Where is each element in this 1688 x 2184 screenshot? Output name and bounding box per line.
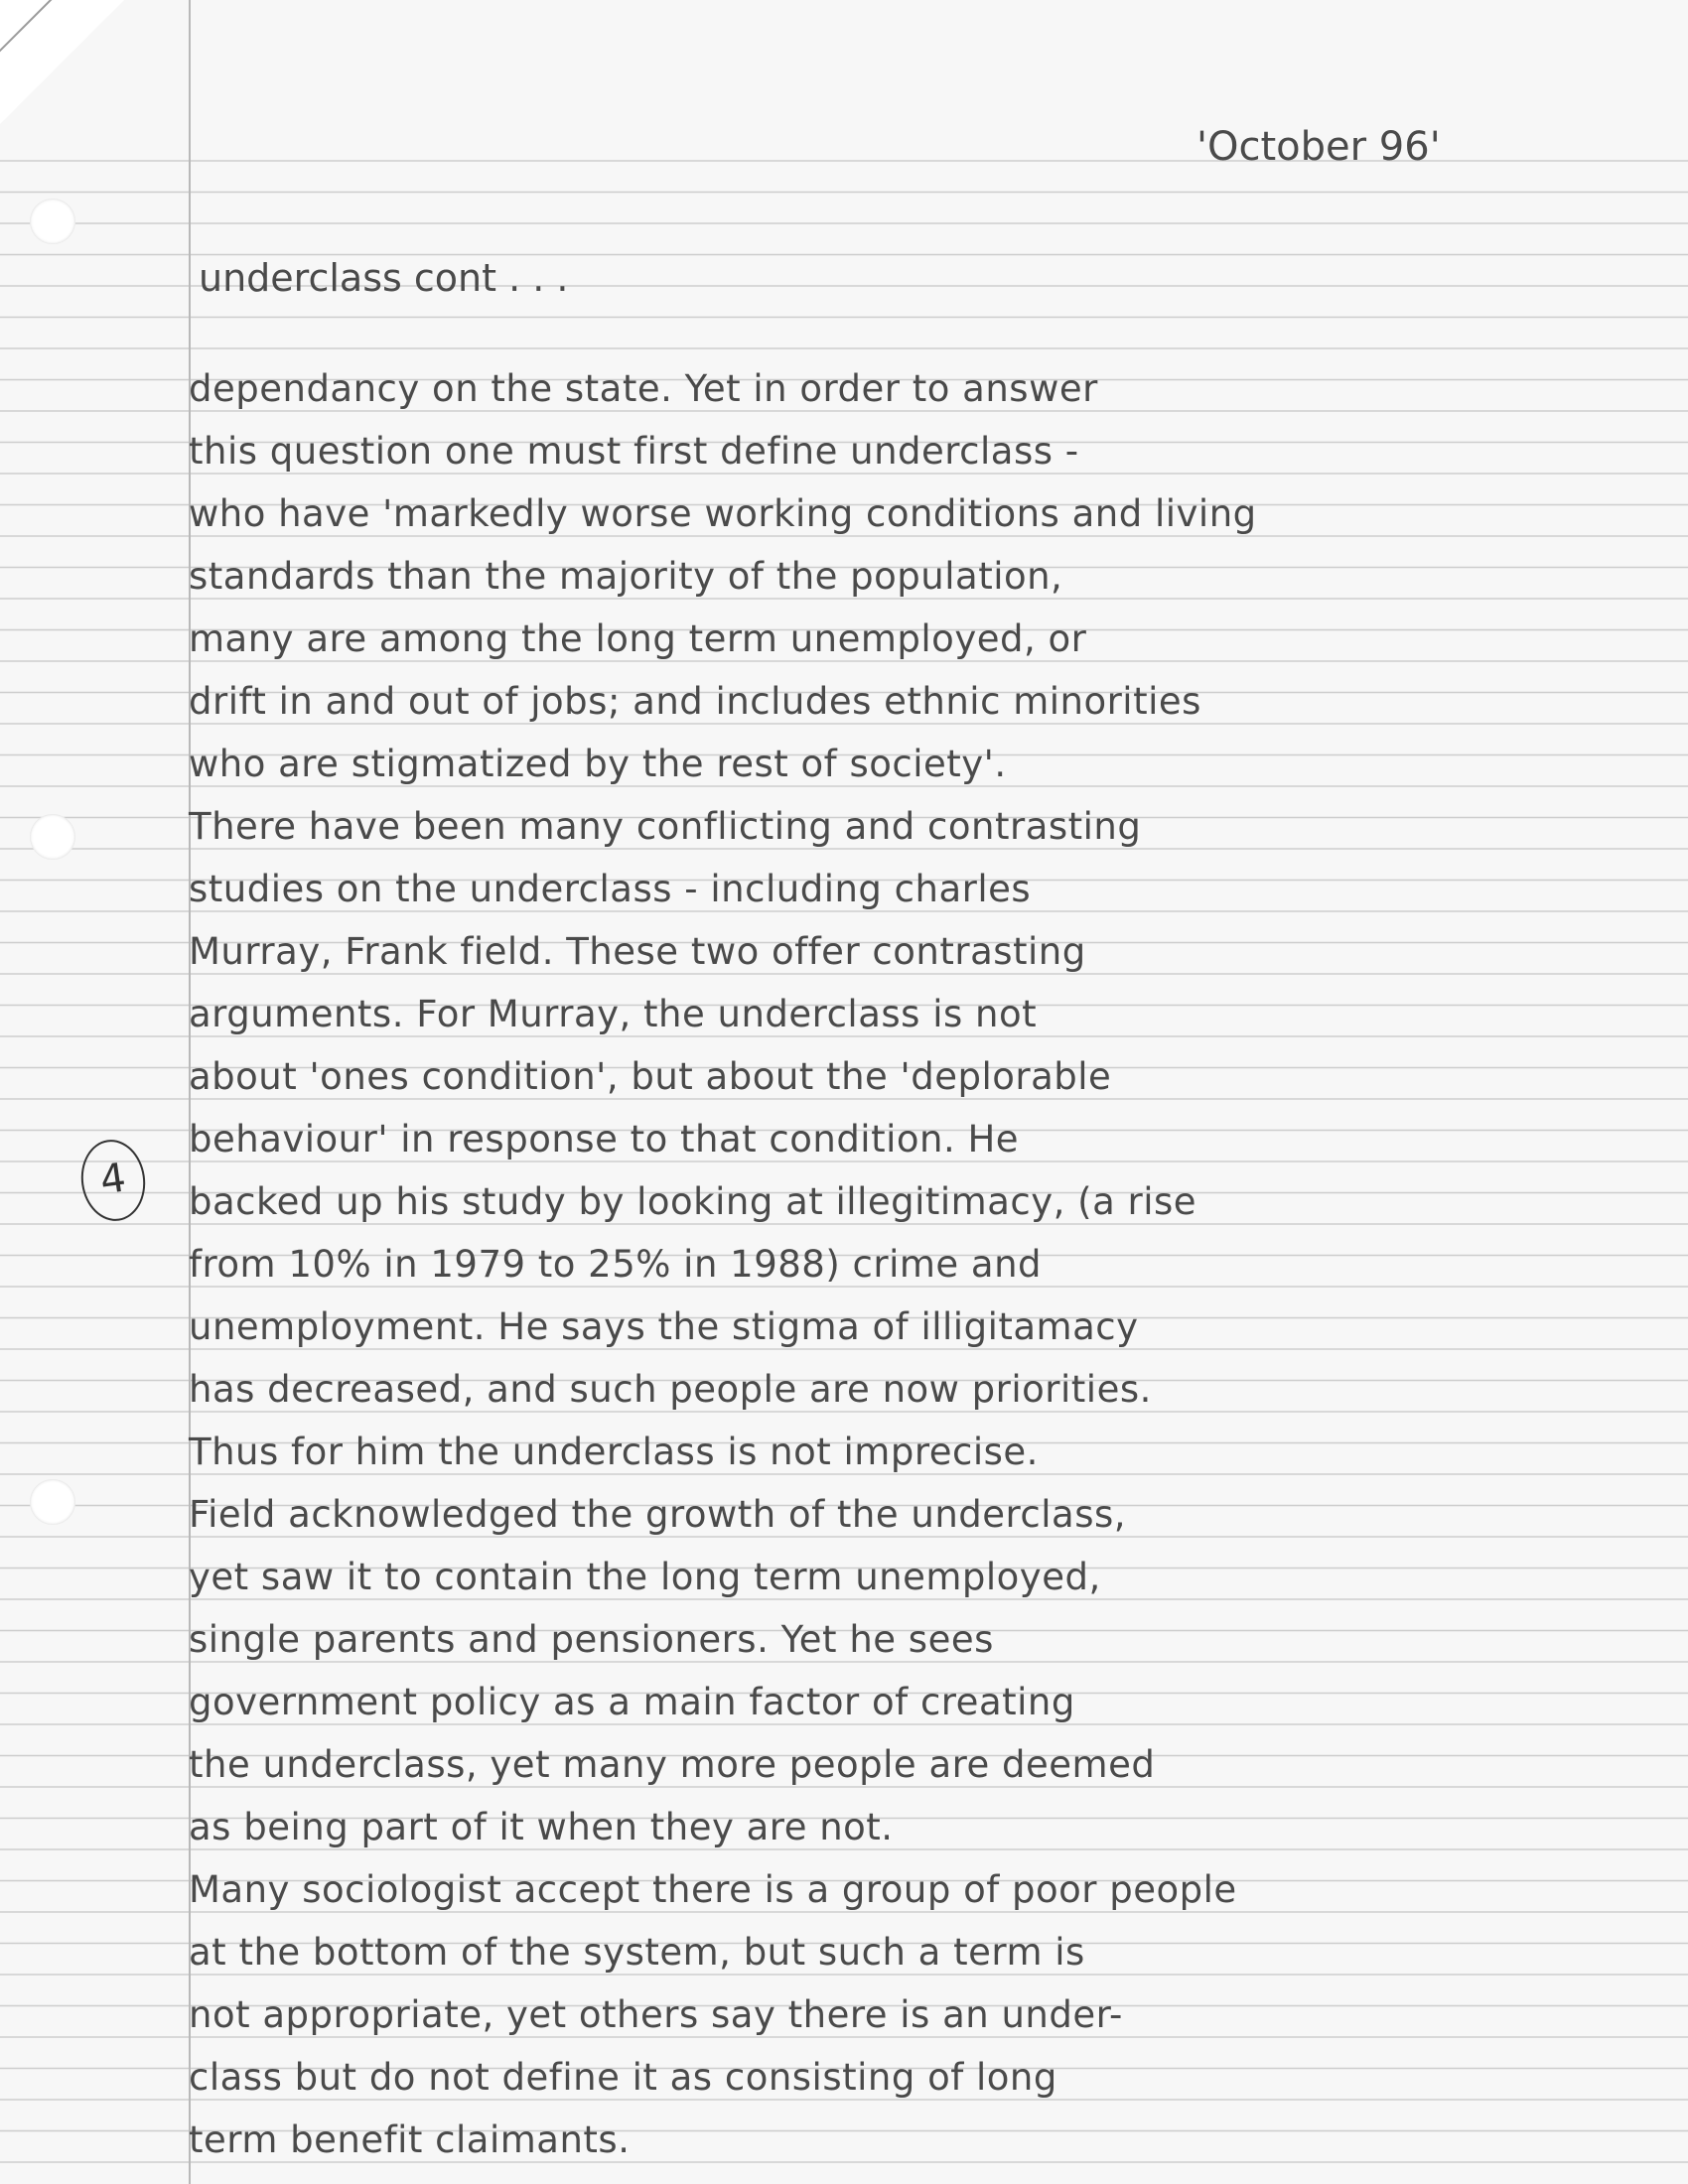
punch-hole (30, 199, 75, 244)
handwritten-line: single parents and pensioners. Yet he sees (189, 1618, 994, 1661)
handwritten-line: behaviour' in response to that condition. He (189, 1118, 1020, 1160)
handwritten-line: backed up his study by looking at illegitimacy, (a rise (189, 1180, 1197, 1223)
handwritten-line: drift in and out of jobs; and includes ethnic minorities (189, 680, 1201, 723)
handwritten-line: There have been many conflicting and contrasting (189, 805, 1142, 848)
handwritten-line: at the bottom of the system, but such a term is (189, 1931, 1085, 1974)
handwritten-line: has decreased, and such people are now priorities. (189, 1368, 1152, 1411)
punch-hole (30, 1479, 75, 1525)
handwritten-line: term benefit claimants. (189, 2118, 631, 2161)
handwritten-line: as being part of it when they are not. (189, 1806, 894, 1848)
folded-corner (0, 0, 124, 124)
handwritten-line: arguments. For Murray, the underclass is not (189, 993, 1038, 1035)
page-heading: underclass cont . . . (199, 256, 569, 300)
handwritten-line: government policy as a main factor of creating (189, 1681, 1075, 1723)
handwritten-line: from 10% in 1979 to 25% in 1988) crime and (189, 1243, 1043, 1286)
handwritten-line: Many sociologist accept there is a group of poor people (189, 1868, 1237, 1911)
punch-hole (30, 814, 75, 860)
handwritten-line: who are stigmatized by the rest of society'. (189, 743, 1007, 785)
date-header: 'October 96' (1196, 124, 1441, 170)
handwritten-line: unemployment. He says the stigma of illigitamacy (189, 1305, 1139, 1348)
margin-grade-mark: 4 (76, 1136, 151, 1225)
handwritten-line: studies on the underclass - including charles (189, 868, 1032, 910)
handwritten-line: yet saw it to contain the long term unemployed, (189, 1556, 1101, 1598)
handwritten-line: this question one must first define underclass - (189, 430, 1079, 473)
handwritten-line: about 'ones condition', but about the 'deplorable (189, 1055, 1112, 1098)
handwritten-line: who have 'markedly worse working conditions and living (189, 492, 1257, 535)
handwritten-line: Field acknowledged the growth of the underclass, (189, 1493, 1127, 1536)
handwritten-line: many are among the long term unemployed, or (189, 617, 1087, 660)
handwritten-line: dependancy on the state. Yet in order to answer (189, 367, 1098, 410)
handwritten-line: Murray, Frank field. These two offer contrasting (189, 930, 1086, 973)
handwritten-line: standards than the majority of the population, (189, 555, 1063, 598)
handwritten-line: class but do not define it as consisting of long (189, 2056, 1057, 2099)
handwritten-line: the underclass, yet many more people are deemed (189, 1743, 1156, 1786)
handwritten-line: Thus for him the underclass is not imprecise. (189, 1431, 1039, 1473)
handwritten-line: not appropriate, yet others say there is an under- (189, 1993, 1123, 2036)
